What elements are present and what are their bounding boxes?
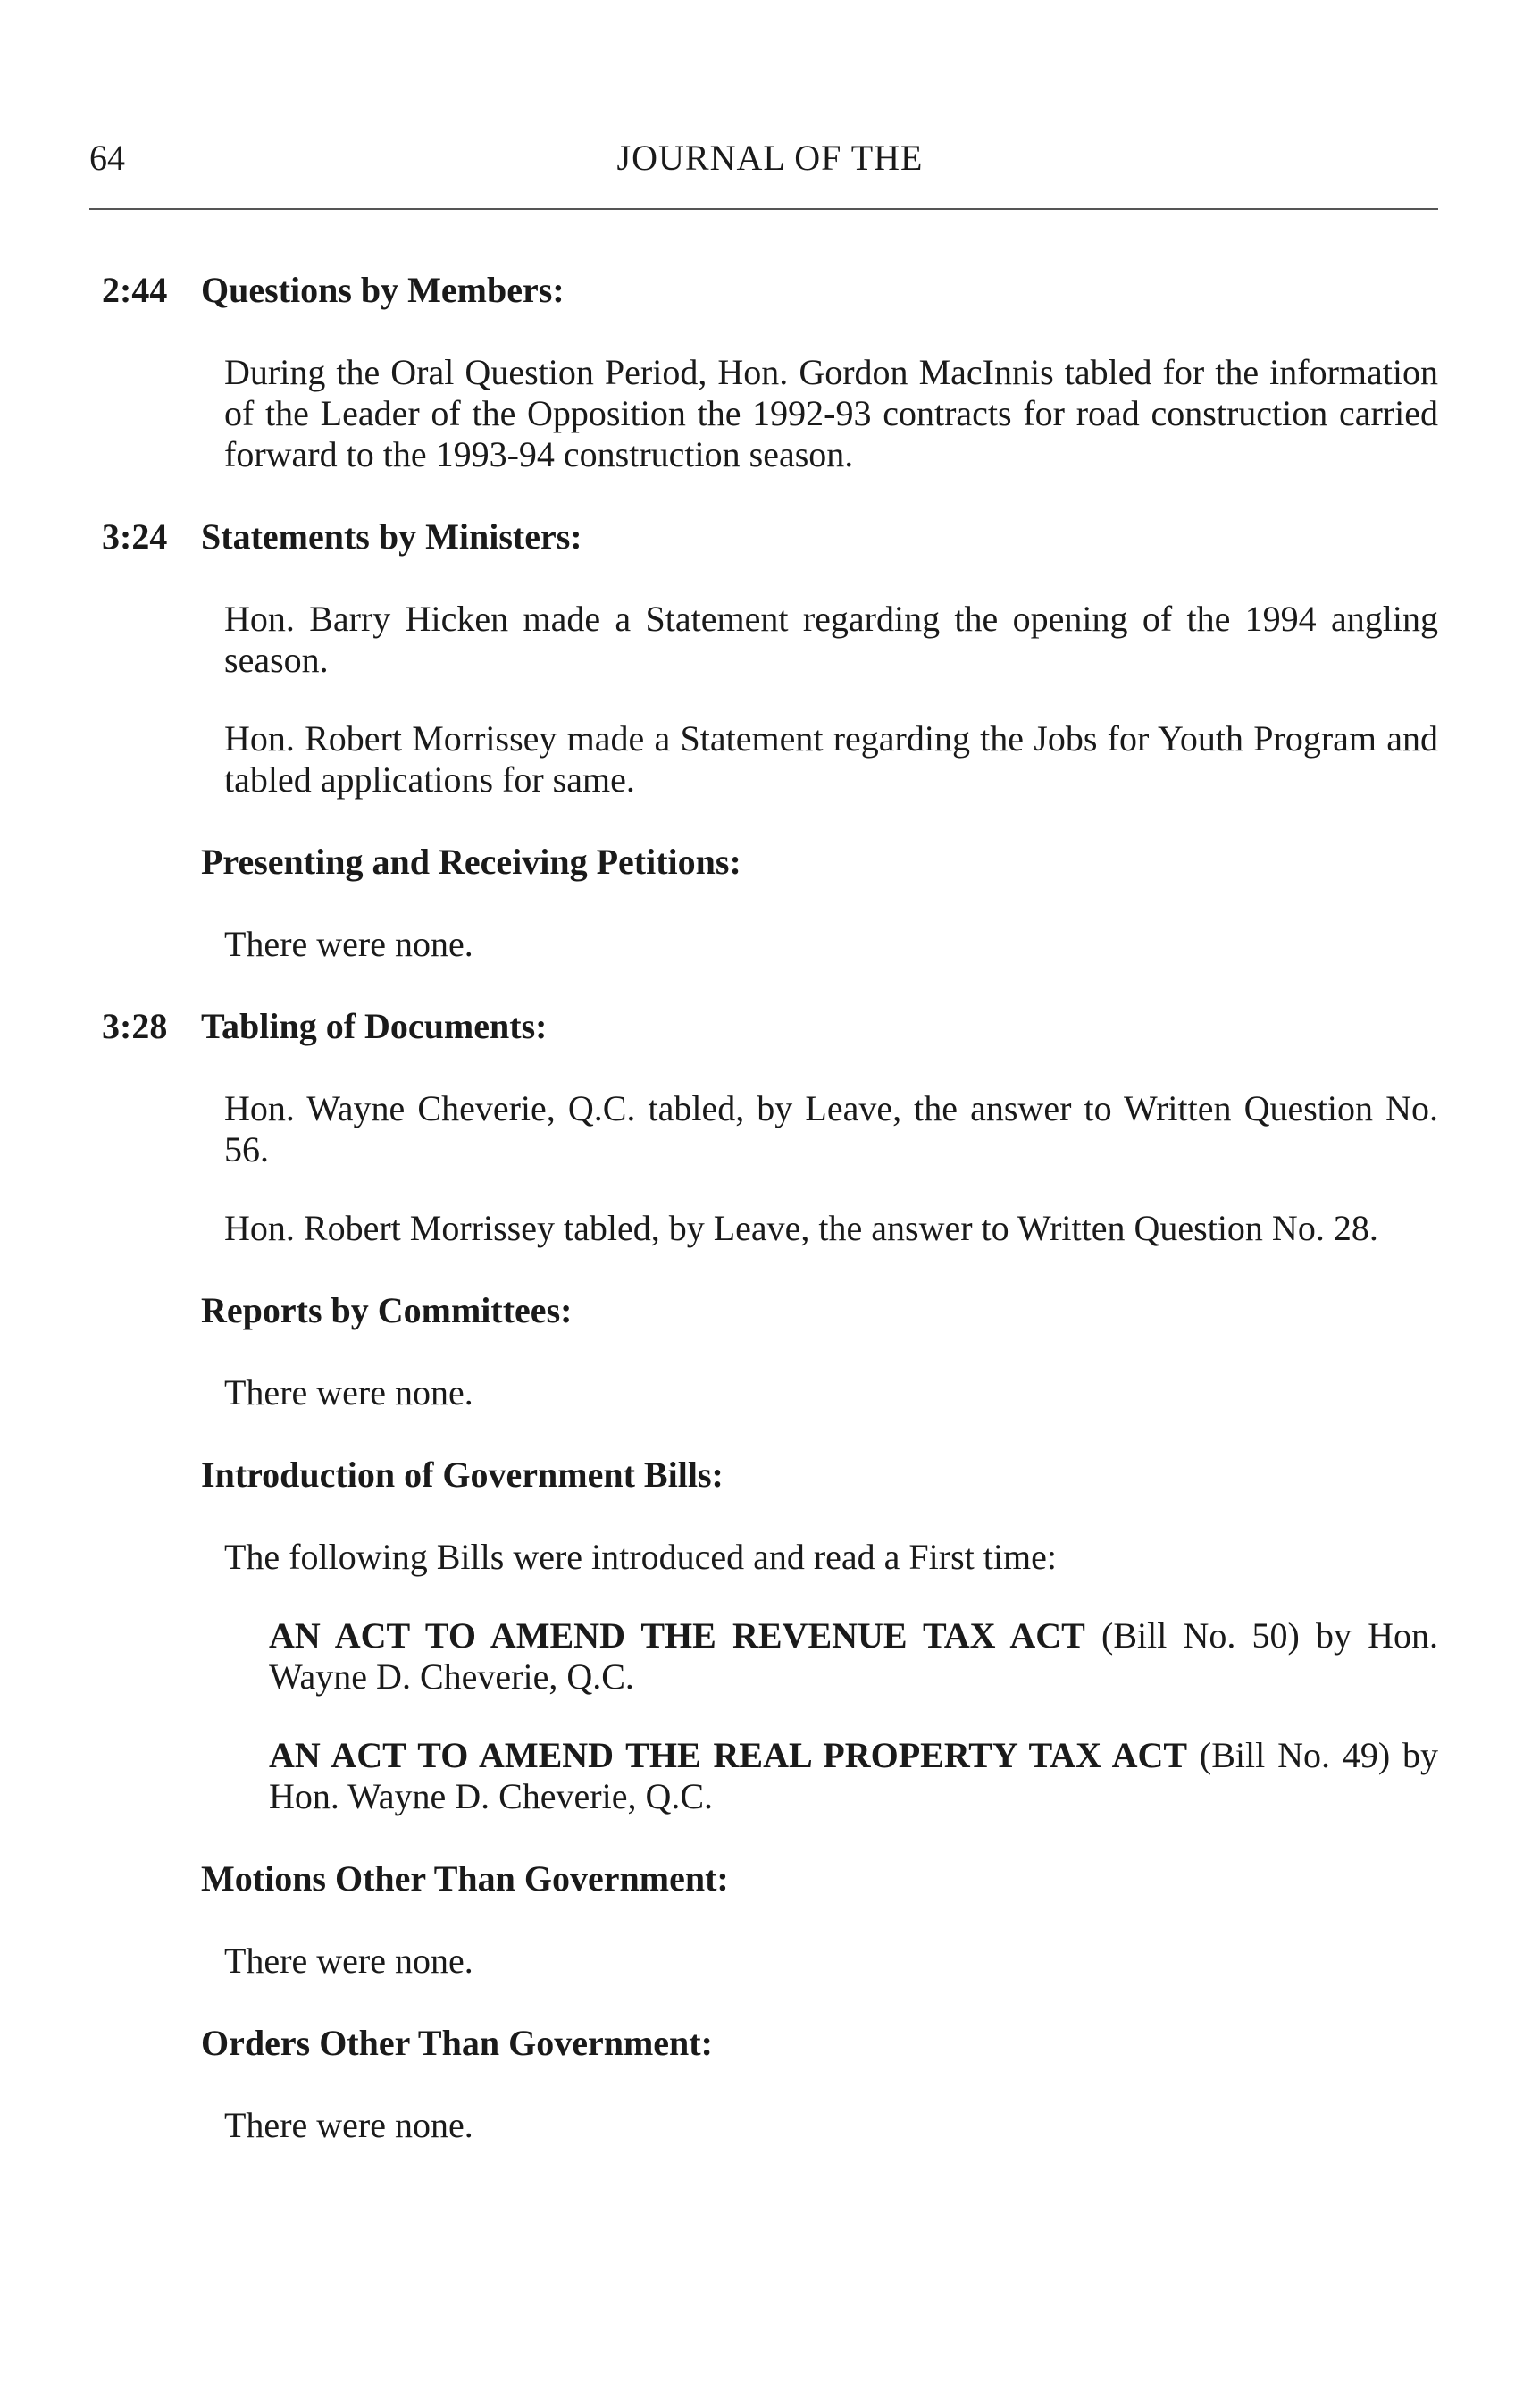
section-heading	[89, 838, 1438, 886]
section-orders-other-than-government	[89, 2019, 1438, 2146]
section-title: Presenting and Receiving Petitions:	[201, 842, 741, 882]
section-heading	[89, 1287, 1438, 1335]
section-paragraph: During the Oral Question Period, Hon. Gordon MacInnis tabled for the information of the Leader of the Opposition the 1992-93 contracts for road construction carried forward to the 1993-94 construction season.	[224, 352, 1438, 474]
section-motions-other-than-government	[89, 1855, 1438, 1982]
section-heading	[89, 1451, 1438, 1499]
section-time: 3:28	[102, 1006, 168, 1046]
bill-details: (Bill No. 50) by Hon. Wayne D. Cheverie, Q.C.	[269, 1615, 1438, 1697]
section-petitions	[89, 838, 1438, 965]
section-reports-by-committees	[89, 1287, 1438, 1413]
section-heading	[89, 513, 1438, 561]
section-heading	[89, 1002, 1438, 1051]
section-paragraph: There were none.	[224, 1941, 473, 1981]
section-questions-by-members	[89, 266, 1438, 475]
section-statements-by-ministers	[89, 513, 1438, 801]
section-tabling-of-documents	[89, 1002, 1438, 1249]
section-paragraph: Hon. Barry Hicken made a Statement regarding the opening of the 1994 angling season.	[224, 599, 1438, 680]
bill-entry	[269, 1615, 1438, 1698]
section-paragraph: There were none.	[224, 2105, 473, 2145]
section-time: 2:44	[102, 270, 168, 310]
bill-entry	[269, 1735, 1438, 1817]
section-paragraph: Hon. Wayne Cheverie, Q.C. tabled, by Leave, the answer to Written Question No. 56.	[224, 1088, 1438, 1170]
section-title: Statements by Ministers:	[201, 516, 582, 557]
section-title: Tabling of Documents:	[201, 1006, 548, 1046]
page-number: 64	[89, 138, 125, 178]
bill-details: (Bill No. 49) by Hon. Wayne D. Cheverie, Q.C.	[269, 1735, 1438, 1816]
header-rule	[89, 208, 1438, 210]
section-government-bills	[89, 1451, 1438, 1817]
section-paragraph: The following Bills were introduced and read a First time:	[224, 1537, 1057, 1577]
running-head: JOURNAL OF THE	[616, 138, 924, 178]
section-title: Reports by Committees:	[201, 1290, 573, 1330]
section-title: Motions Other Than Government:	[201, 1858, 729, 1899]
bill-title: AN ACT TO AMEND THE REVENUE TAX ACT	[269, 1615, 1085, 1656]
section-title: Orders Other Than Government:	[201, 2023, 713, 2063]
bill-title: AN ACT TO AMEND THE REAL PROPERTY TAX ACT	[269, 1735, 1188, 1775]
section-paragraph: Hon. Robert Morrissey tabled, by Leave, the answer to Written Question No. 28.	[224, 1208, 1378, 1248]
section-heading	[89, 266, 1438, 314]
section-paragraph: Hon. Robert Morrissey made a Statement regarding the Jobs for Youth Program and tabled applications for same.	[224, 718, 1438, 800]
section-paragraph: There were none.	[224, 1372, 473, 1413]
section-title: Questions by Members:	[201, 270, 565, 310]
section-title: Introduction of Government Bills:	[201, 1455, 724, 1495]
section-heading	[89, 2019, 1438, 2067]
journal-content	[89, 266, 1438, 2184]
section-paragraph: There were none.	[224, 924, 473, 964]
section-heading	[89, 1855, 1438, 1903]
section-time: 3:24	[102, 516, 168, 557]
